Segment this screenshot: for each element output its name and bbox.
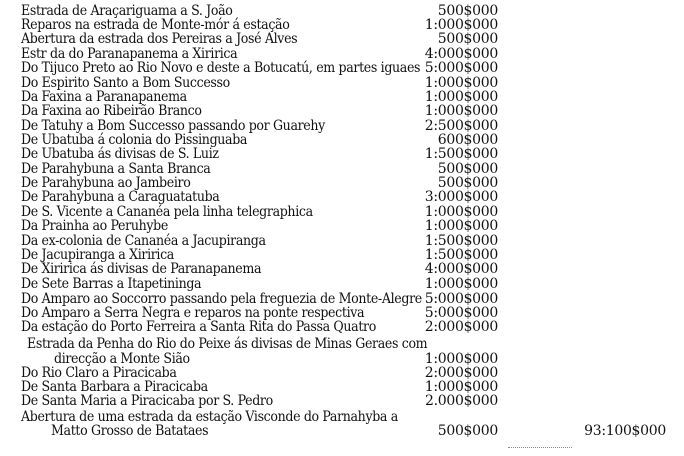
entry-description: De Parahybuna a Santa Branca — [21, 161, 211, 177]
entry-description: Estrada de Araçariguama a S. João — [21, 3, 233, 19]
entry-amount: 500$000 — [437, 175, 498, 191]
ledger-row — [0, 61, 684, 76]
ledger-row — [0, 394, 684, 409]
entry-amount: 1:000$000 — [424, 103, 498, 119]
ledger-row — [0, 104, 684, 119]
entry-amount: 1:500$000 — [424, 247, 498, 263]
entry-description: Do Espirito Santo a Bom Successo — [21, 75, 230, 91]
entry-amount: 500$000 — [437, 3, 498, 19]
entry-amount: 1:000$000 — [424, 75, 498, 91]
entry-amount: 1:000$000 — [424, 17, 498, 33]
entry-amount: 5:000$000 — [424, 291, 498, 307]
entry-amount: 1:000$000 — [424, 204, 498, 220]
entry-amount: 2:000$000 — [424, 365, 498, 381]
entry-amount: 1:000$000 — [424, 276, 498, 292]
entry-amount: 600$000 — [437, 132, 498, 148]
entry-description: Da ex-colonia de Cananéa a Jacupiranga — [21, 233, 266, 249]
entry-description: De Parahybuna ao Jambeiro — [21, 175, 191, 191]
entry-amount: 1:000$000 — [424, 218, 498, 234]
entry-description: Abertura de uma estrada da estação Visconde do Parnahyba a — [21, 409, 398, 425]
entry-description: Da Faxina ao Ribeirão Branco — [21, 103, 202, 119]
entry-description: Da estação do Porto Ferreira a Santa Rita do Passa Quatro — [21, 319, 376, 335]
ledger-row — [0, 32, 684, 47]
entry-description: Do Amparo a Serra Negra e reparos na ponte respectiva — [21, 305, 365, 321]
entry-amount: 5:000$000 — [424, 305, 498, 321]
entry-description: Do Rio Claro a Piracicaba — [21, 365, 177, 381]
entry-description: direcção a Monte Sião — [54, 351, 190, 367]
ledger-row — [0, 219, 684, 234]
entry-amount: 500$000 — [437, 161, 498, 177]
entry-amount: 500$000 — [437, 423, 498, 439]
printer-mark — [508, 447, 572, 451]
grand-total: 93:100$000 — [584, 423, 666, 439]
ledger-row — [0, 277, 684, 292]
entry-description: De Santa Barbara a Piracicaba — [21, 379, 208, 395]
ledger-row — [0, 190, 684, 205]
entry-description: Matto Grosso de Batataes — [51, 423, 209, 439]
entry-amount: 3:000$000 — [424, 189, 498, 205]
entry-description: De Ubatuba ás divisas de S. Luiz — [21, 146, 219, 162]
entry-description: De Parahybuna a Caraguatatuba — [21, 189, 220, 205]
entry-amount: 500$000 — [437, 31, 498, 47]
entry-description: Da Faxina a Paranapanema — [21, 89, 187, 105]
entry-description: De Ubatuba á colonia do Pissinguaba — [21, 132, 248, 148]
entry-description: De Santa Maria a Piracicaba por S. Pedro — [21, 393, 273, 409]
entry-description: Do Amparo ao Soccorro passando pela freguezia de Monte-Alegre — [21, 291, 422, 307]
entry-description: Abertura da estrada dos Pereiras a José Alves — [21, 31, 298, 47]
entry-description: Reparos na estrada de Monte-mór á estação — [21, 17, 290, 33]
entry-description: De S. Vicente a Cananéa pela linha telegraphica — [21, 204, 313, 220]
ledger-row — [0, 147, 684, 162]
entry-description: De Tatuhy a Bom Successo passando por Guarehy — [21, 118, 325, 134]
entry-description: De Jacupiranga a Xiririca — [21, 247, 174, 263]
entry-amount: 1:000$000 — [424, 351, 498, 367]
entry-amount: 2.000$000 — [424, 393, 498, 409]
entry-description: Do Tijuco Preto ao Rio Novo e deste a Botucatú, em partes iguaes — [21, 60, 421, 76]
ledger-row — [0, 337, 684, 352]
entry-amount: 5:000$000 — [424, 60, 498, 76]
entry-amount: 2:000$000 — [424, 319, 498, 335]
entry-amount: 1:500$000 — [424, 146, 498, 162]
entry-amount: 1:000$000 — [424, 89, 498, 105]
entry-amount: 2:500$000 — [424, 118, 498, 134]
entry-description: Estr da do Paranapanema a Xiririca — [21, 46, 238, 62]
entry-description: De Xiririca ás divisas de Paranapanema — [21, 261, 262, 277]
ledger-row — [0, 320, 684, 335]
entry-amount: 1:500$000 — [424, 233, 498, 249]
entry-amount: 1:000$000 — [424, 379, 498, 395]
entry-amount: 4:000$000 — [424, 46, 498, 62]
ledger-row — [0, 424, 684, 439]
ledger-row — [0, 262, 684, 277]
entry-description: Da Prainha ao Peruhybe — [21, 218, 168, 234]
entry-description: Estrada da Penha do Rio do Peixe ás divisas de Minas Geraes com — [27, 336, 428, 352]
entry-amount: 4:000$000 — [424, 261, 498, 277]
entry-description: De Sete Barras a Itapetininga — [21, 276, 202, 292]
